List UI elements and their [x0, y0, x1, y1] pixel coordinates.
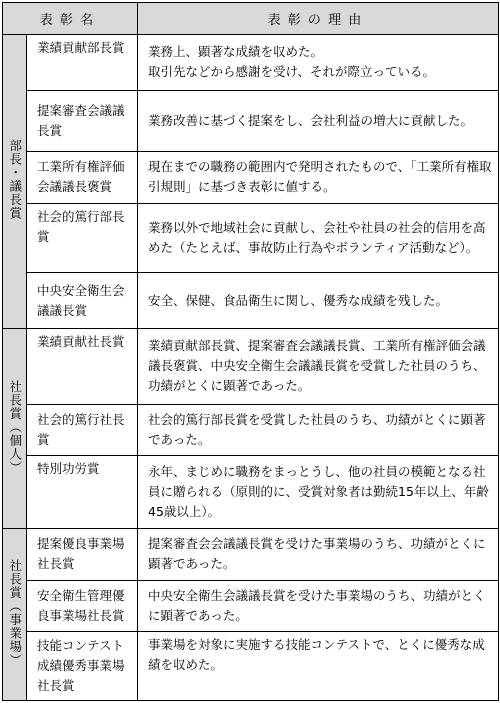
table-header-row	[3, 3, 499, 35]
group-label-cell	[3, 35, 27, 329]
award-name: 提案優良事業場社長賞	[27, 529, 138, 580]
award-table	[2, 2, 499, 701]
table-row	[3, 580, 499, 631]
award-name: 社会的篤行部長賞	[27, 203, 138, 273]
award-name: 特別功労賞	[27, 456, 138, 529]
award-reason: 安全、保健、食品衛生に関し、優秀な成績を残した。	[138, 273, 499, 329]
award-name: 工業所有権評価会議議長褒賞	[27, 152, 138, 203]
award-name: 技能コンテスト成績優秀事業場社長賞	[27, 632, 138, 701]
table-row	[3, 203, 499, 273]
award-reason: 業務改善に基づく提案をし、会社利益の増大に貢献した。	[138, 90, 499, 152]
table-row	[3, 273, 499, 329]
group-label-cell	[3, 328, 27, 528]
award-reason: 業務以外で地域社会に貢献し、会社や社員の社会的信用を高めた（たとえば、事故防止行為やボランティア活動など）。	[138, 203, 499, 273]
table-row	[3, 456, 499, 529]
award-name: 業績貢献部長賞	[27, 35, 138, 91]
award-name: 提案審査会議議長賞	[27, 90, 138, 152]
group-label: 社長賞（事業場）	[7, 559, 23, 668]
header-award-name: 表彰名	[3, 3, 138, 35]
group-label: 部長・議長賞	[7, 139, 23, 221]
table-row	[3, 90, 499, 152]
table-row	[3, 529, 499, 580]
award-reason: 業務上、顕著な成績を収めた。 取引先などから感謝を受け、それが際立っている。	[138, 35, 499, 91]
table-row	[3, 35, 499, 91]
award-name: 安全衛生管理優良事業場社長賞	[27, 580, 138, 631]
award-reason: 事業場を対象に実施する技能コンテストで、とくに優秀な成績を収めた。	[138, 632, 499, 701]
award-reason: 永年、まじめに職務をまっとうし、他の社員の模範となる社員に贈られる（原則的に、受賞対象者は勤続15年以上、年齢45歳以上）。	[138, 456, 499, 529]
award-reason: 業績貢献部長賞、提案審査会議議長賞、工業所有権評価会議議長褒賞、中央安全衛生会議議長賞を受賞した社員のうち、功績がとくに顕著であった。	[138, 328, 499, 404]
table-row	[3, 328, 499, 404]
group-label: 社長賞（個人）	[7, 379, 23, 475]
table-row	[3, 404, 499, 455]
award-reason: 中央安全衛生会議議長賞を受けた事業場のうち、功績がとくに顕著であった。	[138, 580, 499, 631]
table-row	[3, 152, 499, 203]
header-award-reason: 表彰の理由	[138, 3, 499, 35]
award-name: 中央安全衛生会議議長賞	[27, 273, 138, 329]
award-name: 社会的篤行社長賞	[27, 404, 138, 455]
award-reason: 提案審査会会議議長賞を受けた事業場のうち、功績がとくに顕著であった。	[138, 529, 499, 580]
award-name: 業績貢献社長賞	[27, 328, 138, 404]
award-reason: 社会的篤行部長賞を受賞した社員のうち、功績がとくに顕著であった。	[138, 404, 499, 455]
award-reason: 現在までの職務の範囲内で発明されたもので、「工業所有権取引規則」に基づき表彰に値する。	[138, 152, 499, 203]
group-label-cell	[3, 529, 27, 701]
table-row	[3, 632, 499, 701]
